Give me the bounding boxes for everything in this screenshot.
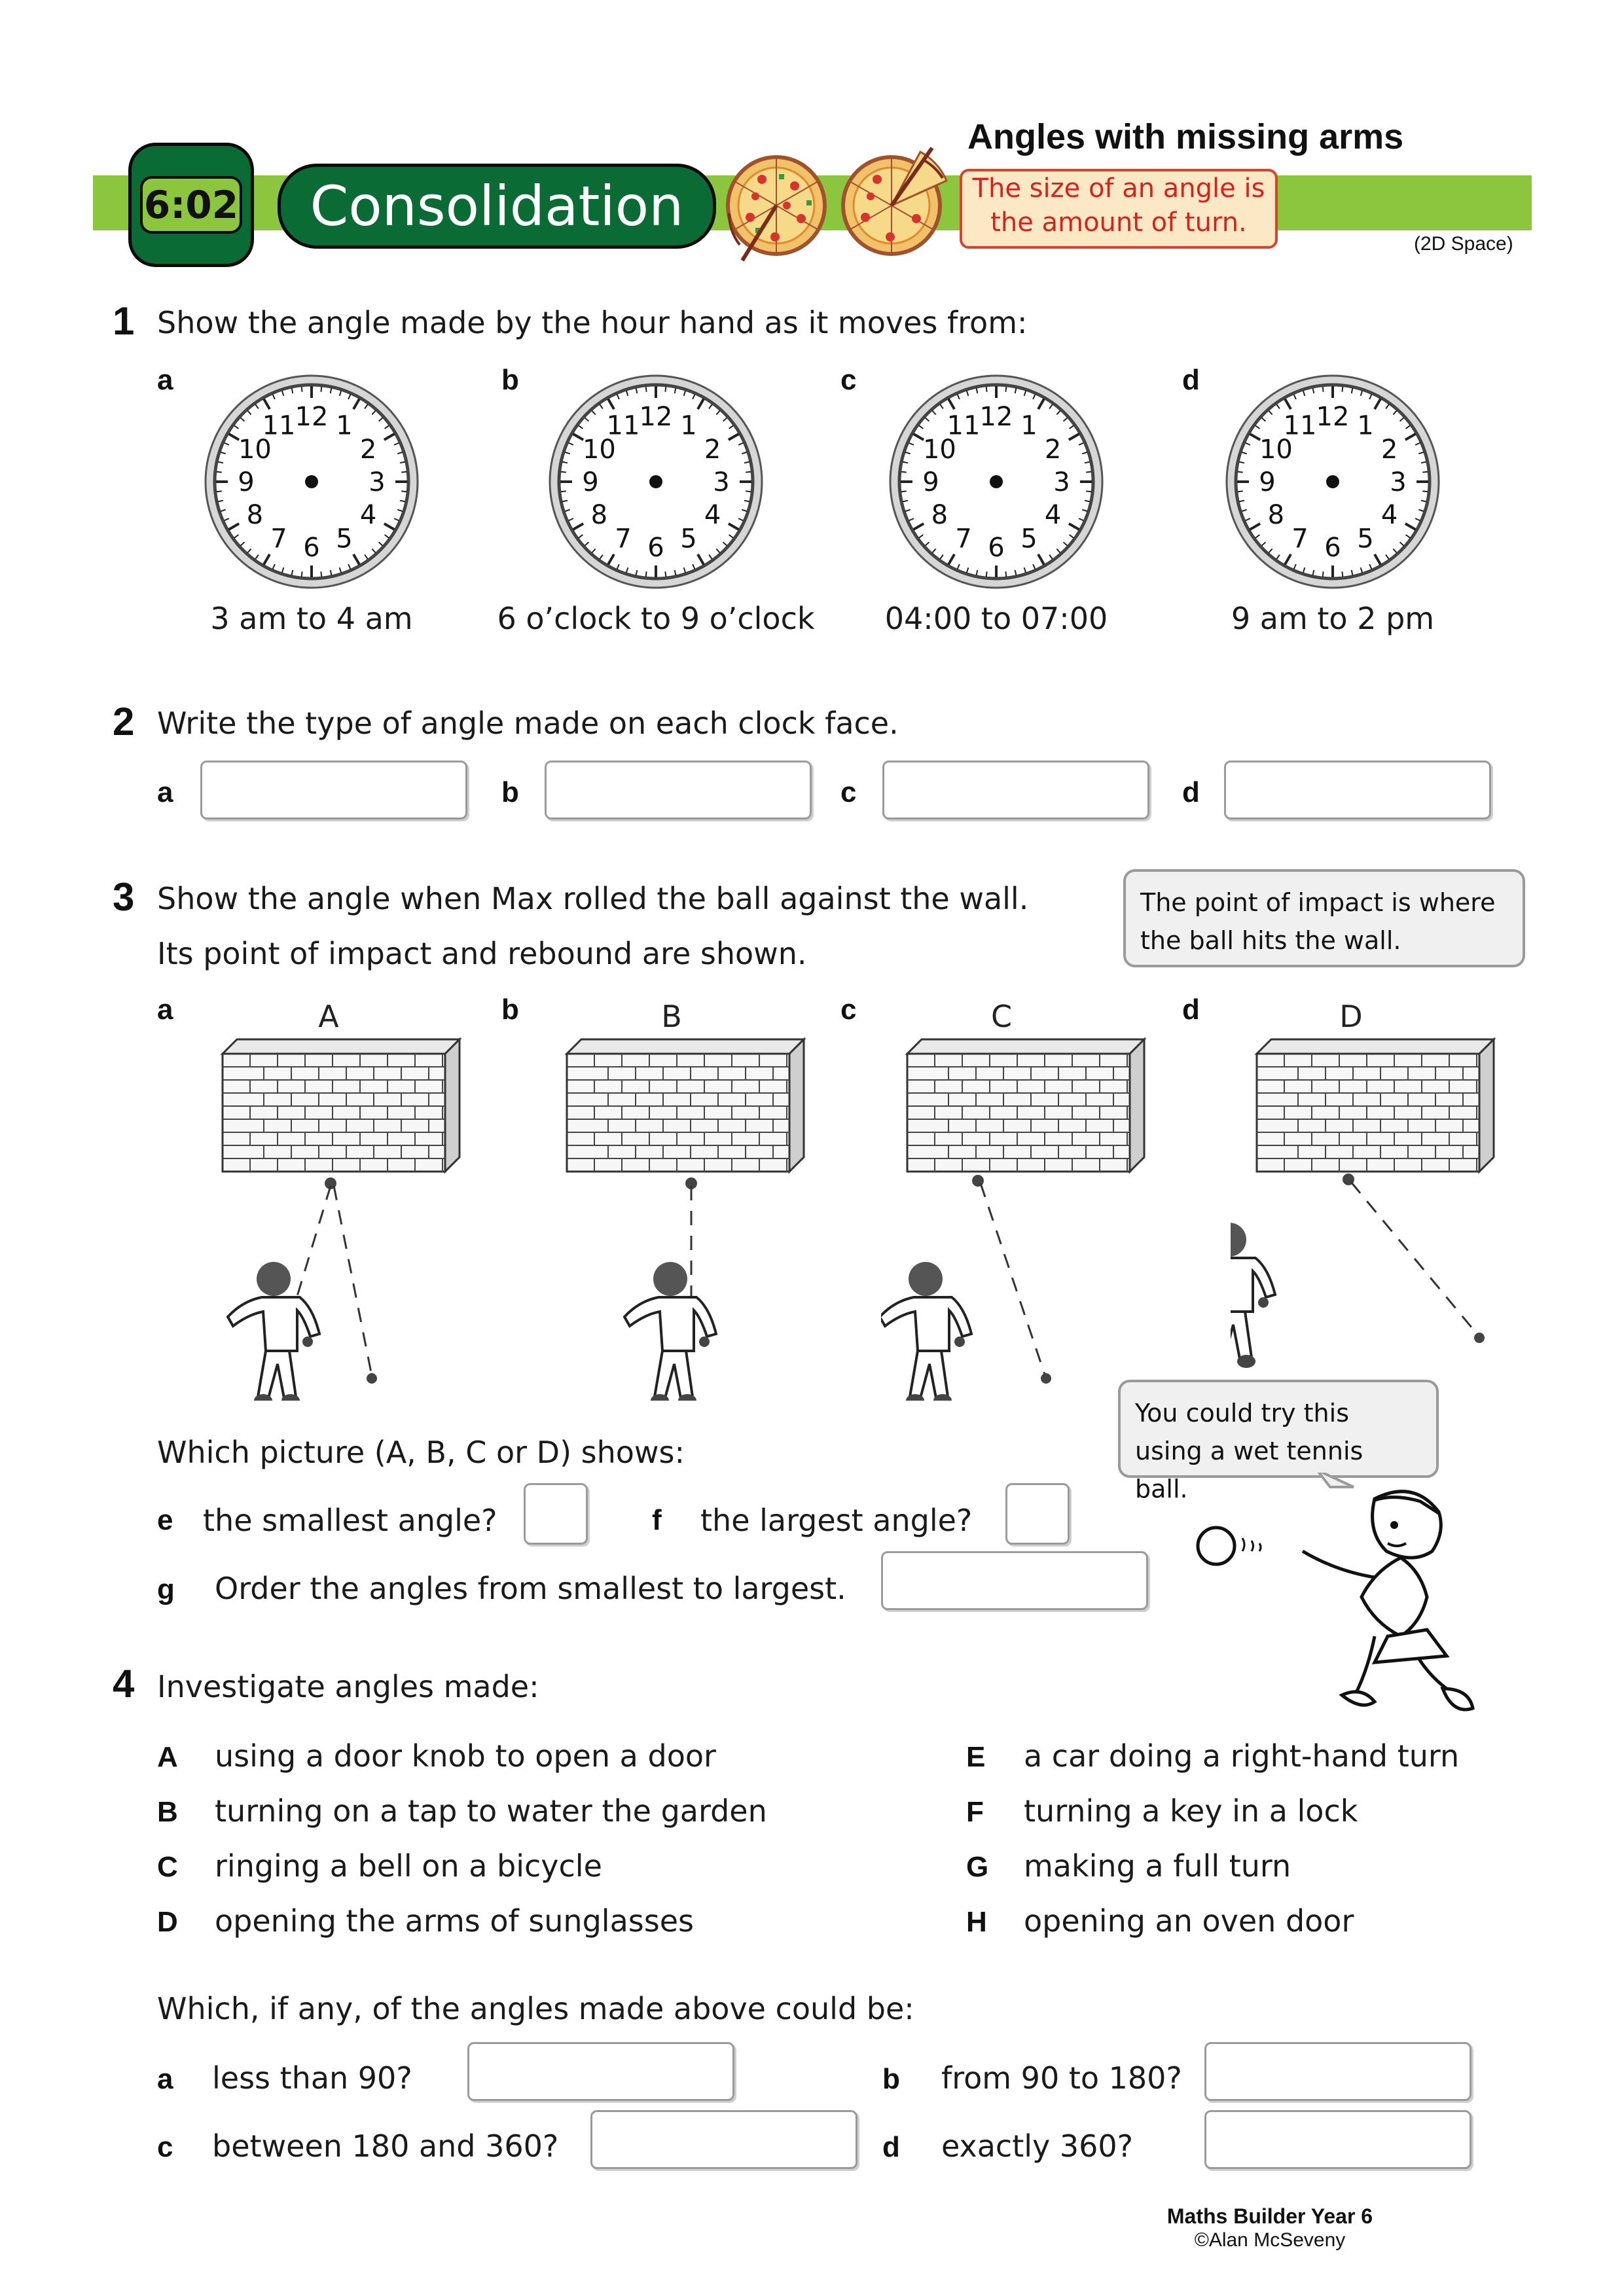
q3-answer-e[interactable] <box>524 1483 588 1545</box>
clock-number: 8 <box>590 500 608 530</box>
ball-path <box>1351 1182 1478 1335</box>
clock-number: 3 <box>1390 467 1407 497</box>
q3-label-f: f <box>652 1504 662 1536</box>
footer-book-title: Maths Builder Year 6 <box>1166 2204 1373 2228</box>
clock-caption-d: 9 am to 2 pm <box>1231 601 1435 636</box>
girl-head <box>1373 1492 1441 1558</box>
q4-part-label-b: b <box>882 2063 900 2095</box>
clock-number: 2 <box>359 435 377 465</box>
clock-center-dot <box>1326 475 1339 488</box>
q4-letter-A: A <box>157 1741 178 1773</box>
boy-figure-icon <box>624 1262 716 1401</box>
q2-label-c: c <box>840 776 857 808</box>
q3-label-b: b <box>501 994 519 1026</box>
clock-number: 12 <box>639 402 673 432</box>
q1-number: 1 <box>113 299 135 343</box>
unit-code: 6:02 <box>140 176 242 234</box>
girl-body <box>1362 1558 1427 1636</box>
q2-answer-c[interactable] <box>882 761 1149 819</box>
q2-answer-d[interactable] <box>1224 761 1491 819</box>
q2-label-b: b <box>501 776 519 808</box>
wall-letter-b: B <box>661 999 682 1034</box>
clock-number: 10 <box>922 435 956 465</box>
q4-answer-c[interactable] <box>590 2110 857 2169</box>
brick-wall-icon <box>907 1039 1144 1172</box>
clock-number: 8 <box>1267 500 1285 530</box>
clock-number: 10 <box>1259 435 1293 465</box>
clock-number: 5 <box>1357 524 1374 554</box>
q4-which-text: Which, if any, of the angles made above could be: <box>157 1991 914 2026</box>
clock-number: 4 <box>359 500 377 530</box>
q4-part-text-b: from 90 to 180? <box>941 2060 1182 2096</box>
ball-end-point <box>1474 1333 1485 1343</box>
clock-number: 11 <box>947 410 981 441</box>
q2-answer-b[interactable] <box>545 761 812 819</box>
q4-answer-b[interactable] <box>1204 2042 1471 2101</box>
clock-center-dot <box>305 475 318 488</box>
clock-number: 12 <box>295 402 329 432</box>
brick-wall-icon <box>567 1039 804 1172</box>
clock-center-dot <box>649 475 662 488</box>
q3-e-text: the smallest angle? <box>203 1503 497 1538</box>
q4-number: 4 <box>113 1662 135 1706</box>
q4-letter-G: G <box>966 1851 989 1883</box>
speech-line1: You could try this <box>1135 1399 1349 1427</box>
clock-number: 9 <box>582 467 599 497</box>
pizza-illustration <box>716 140 958 271</box>
clock-number: 7 <box>270 524 287 554</box>
q3-answer-f[interactable] <box>1005 1483 1070 1545</box>
clock-number: 3 <box>713 467 730 497</box>
q4-letter-H: H <box>966 1906 987 1938</box>
q3-label-d: d <box>1182 994 1200 1026</box>
clock-number: 7 <box>955 524 972 554</box>
q4-part-label-a: a <box>157 2063 173 2095</box>
impact-tip-line2: the ball hits the wall. <box>1140 926 1401 955</box>
definition-note-line2: the amount of turn. <box>990 207 1247 238</box>
wall-scene-a[interactable] <box>196 1034 471 1401</box>
q4-letter-D: D <box>157 1906 178 1938</box>
q3-label-g: g <box>157 1573 175 1605</box>
clock-number: 5 <box>680 524 697 554</box>
q1-text: Show the angle made by the hour hand as it moves from: <box>157 305 1028 340</box>
wall-scene-c[interactable] <box>881 1034 1156 1401</box>
ball-end-point <box>1041 1373 1051 1384</box>
clock-number: 9 <box>922 467 939 497</box>
q4-item-A: using a door knob to open a door <box>215 1738 716 1774</box>
q4-answer-d[interactable] <box>1204 2110 1471 2169</box>
girl-arm <box>1303 1551 1375 1577</box>
clock-face-d[interactable] <box>1221 370 1444 593</box>
clock-caption-a: 3 am to 4 am <box>210 601 413 636</box>
page-title: Consolidation <box>278 164 716 249</box>
q2-answer-a[interactable] <box>200 761 467 819</box>
q2-label-d: d <box>1182 776 1200 808</box>
clock-number: 6 <box>988 533 1005 563</box>
q4-item-C: ringing a bell on a bicycle <box>215 1848 602 1884</box>
speech-bubble <box>1118 1380 1439 1503</box>
q3-line1: Show the angle when Max rolled the ball against the wall. <box>157 881 1029 916</box>
definition-note-line1: The size of an angle is <box>972 173 1265 204</box>
q2-number: 2 <box>113 700 135 744</box>
q3-line2: Its point of impact and rebound are shown. <box>157 936 807 971</box>
clock-number: 1 <box>1020 410 1038 441</box>
impact-tip-box <box>1123 869 1525 967</box>
q1-label-d: d <box>1182 364 1200 396</box>
ball-path-in <box>293 1186 331 1309</box>
footer-copyright: ©Alan McSeveny <box>1194 2229 1346 2251</box>
clock-number: 8 <box>246 500 264 530</box>
topic-heading: Angles with missing arms <box>967 117 1404 156</box>
q4-letter-C: C <box>157 1851 178 1883</box>
impact-tip-line1: The point of impact is where <box>1140 888 1496 917</box>
wall-scene-d[interactable] <box>1231 1034 1506 1401</box>
boy-figure-icon <box>1231 1223 1275 1368</box>
clock-number: 9 <box>1259 467 1276 497</box>
clock-number: 2 <box>704 435 721 465</box>
girl-shoes <box>1342 1689 1473 1710</box>
clock-face-a[interactable] <box>200 370 423 593</box>
clock-number: 6 <box>647 533 664 563</box>
clock-number: 1 <box>680 410 697 441</box>
clock-number: 10 <box>582 435 616 465</box>
q4-text: Investigate angles made: <box>157 1669 539 1704</box>
girl-skirt <box>1375 1630 1447 1662</box>
boy-figure-icon <box>228 1262 319 1401</box>
speech-line2: using a wet tennis ball. <box>1135 1437 1363 1503</box>
clock-number: 4 <box>1380 500 1398 530</box>
definition-note <box>960 169 1278 249</box>
q4-item-E: a car doing a right-hand turn <box>1024 1738 1460 1774</box>
clock-number: 7 <box>1291 524 1308 554</box>
unit-code-badge <box>128 143 254 267</box>
q4-letter-F: F <box>966 1796 984 1828</box>
tennis-ball-icon <box>1198 1528 1235 1564</box>
ball-path <box>981 1183 1045 1374</box>
clock-number: 12 <box>1316 402 1350 432</box>
clock-number: 10 <box>238 435 272 465</box>
clock-number: 8 <box>931 500 948 530</box>
q3-prompt: Which picture (A, B, C or D) shows: <box>157 1435 685 1470</box>
brick-wall-icon <box>223 1039 460 1172</box>
q4-item-H: opening an oven door <box>1024 1903 1354 1939</box>
q4-item-B: turning on a tap to water the garden <box>215 1793 767 1829</box>
clock-number: 11 <box>262 410 296 441</box>
q4-part-label-d: d <box>882 2131 900 2163</box>
q4-letter-E: E <box>966 1741 986 1773</box>
q3-label-c: c <box>840 994 857 1026</box>
clock-caption-c: 04:00 to 07:00 <box>884 601 1108 636</box>
q1-label-b: b <box>501 364 519 396</box>
wall-scene-b[interactable] <box>541 1034 816 1401</box>
q4-part-text-a: less than 90? <box>212 2060 412 2096</box>
q2-text: Write the type of angle made on each clock face. <box>157 706 899 741</box>
q4-part-label-c: c <box>157 2131 173 2163</box>
q3-answer-g[interactable] <box>881 1551 1148 1610</box>
q3-f-text: the largest angle? <box>700 1503 973 1538</box>
strand-label: (2D Space) <box>1414 233 1513 255</box>
wall-letter-c: C <box>990 999 1013 1034</box>
clock-face-c[interactable] <box>885 370 1108 593</box>
ball-path-out <box>334 1186 372 1376</box>
clock-number: 12 <box>979 402 1013 432</box>
clock-number: 1 <box>1357 410 1374 441</box>
q3-label-a: a <box>157 994 173 1026</box>
clock-caption-b: 6 o’clock to 9 o’clock <box>497 601 815 636</box>
clock-number: 5 <box>336 524 353 554</box>
q4-part-text-c: between 180 and 360? <box>212 2128 559 2164</box>
q4-answer-a[interactable] <box>467 2042 734 2101</box>
clock-number: 3 <box>1053 467 1070 497</box>
q4-letter-B: B <box>157 1796 178 1828</box>
clock-number: 6 <box>1324 533 1341 563</box>
q1-label-a: a <box>157 364 173 396</box>
q2-label-a: a <box>157 776 173 808</box>
boy-figure-icon <box>881 1262 971 1401</box>
girl-throwing-ball-illustration <box>1178 1473 1506 1734</box>
clock-number: 9 <box>238 467 255 497</box>
clock-number: 11 <box>1283 410 1317 441</box>
wall-letter-a: A <box>318 999 339 1034</box>
clock-number: 4 <box>1044 500 1062 530</box>
clock-center-dot <box>990 475 1003 488</box>
bubble-tail <box>1317 1473 1354 1487</box>
q3-g-text: Order the angles from smallest to largest. <box>215 1571 846 1606</box>
q4-item-F: turning a key in a lock <box>1024 1793 1358 1829</box>
q4-item-D: opening the arms of sunglasses <box>215 1903 694 1939</box>
clock-number: 2 <box>1380 435 1398 465</box>
wall-letter-d: D <box>1339 999 1363 1034</box>
q3-label-e: e <box>157 1504 173 1536</box>
ball-end-point <box>367 1373 377 1384</box>
brick-wall-icon <box>1257 1039 1494 1172</box>
clock-number: 3 <box>369 467 386 497</box>
q4-part-text-d: exactly 360? <box>941 2128 1134 2164</box>
clock-number: 1 <box>336 410 353 441</box>
clock-face-b[interactable] <box>545 370 767 593</box>
clock-number: 6 <box>303 533 320 563</box>
q4-item-G: making a full turn <box>1024 1848 1291 1884</box>
clock-number: 11 <box>606 410 640 441</box>
q1-label-c: c <box>840 364 857 396</box>
pizza-right-icon <box>843 148 947 254</box>
clock-number: 4 <box>704 500 721 530</box>
clock-number: 5 <box>1020 524 1038 554</box>
pizza-left-icon <box>728 157 825 260</box>
q3-number: 3 <box>113 875 135 919</box>
clock-number: 2 <box>1044 435 1062 465</box>
clock-number: 7 <box>615 524 632 554</box>
